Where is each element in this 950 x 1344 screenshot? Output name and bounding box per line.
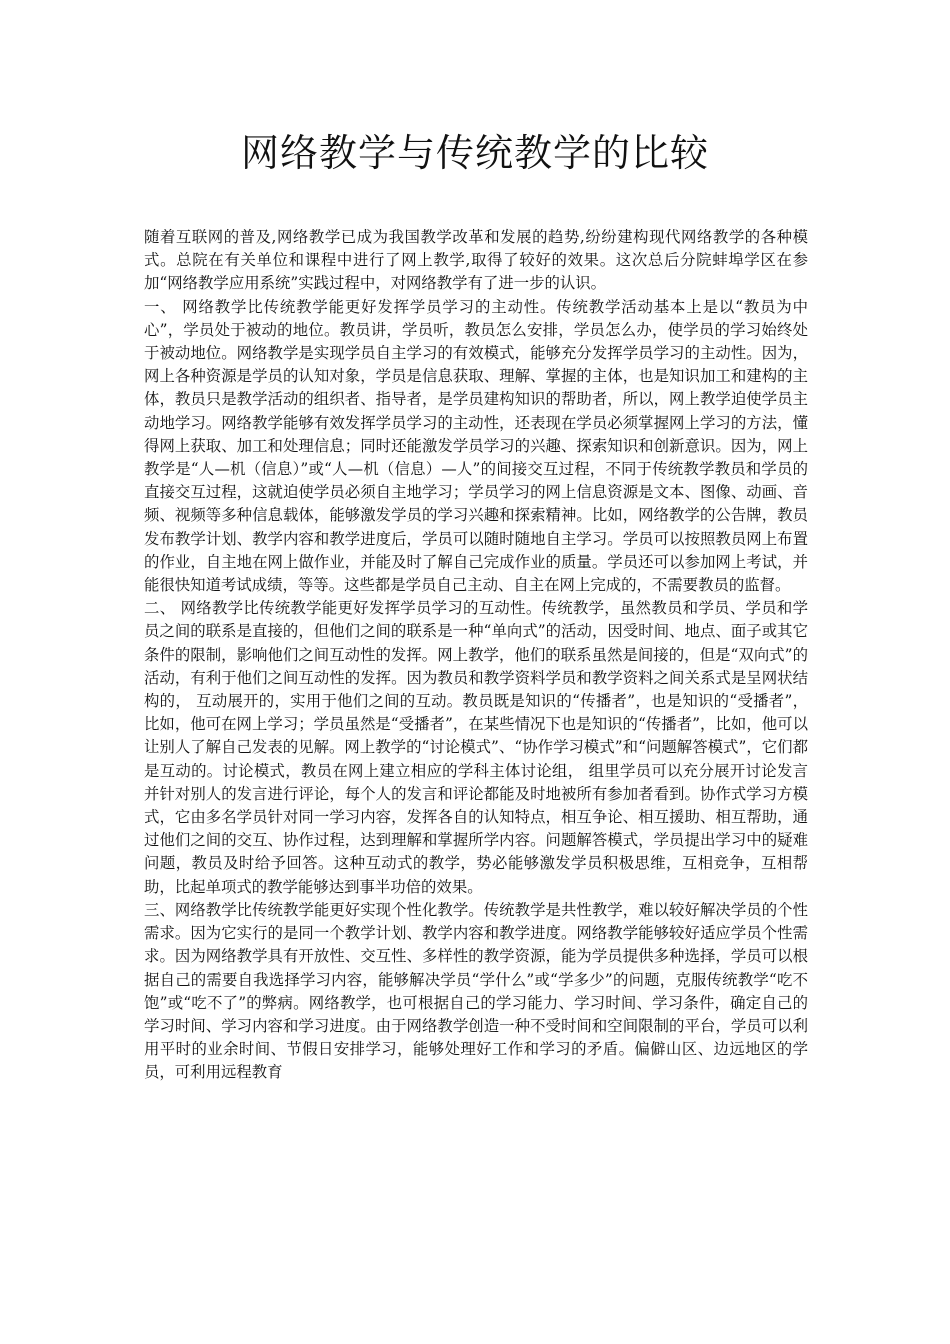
- paragraph-section-2: 二、 网络教学比传统教学能更好发挥学员学习的互动性。传统教学，虽然教员和学员、学员和学员之间的联系是直接的，但他们之间的联系是一种“单向式”的活动，因受时间、地点、面子或其它条件的限制，影响他们之间互动性的发挥。网上教学，他们的联系虽然是间接的，但是“双向式”的活动，有利于他们之间互动性的发挥。因为教员和教学资料学员和教学资料之间关系式是呈网状结构的， 互动展开的，实用于他们之间的互动。教员既是知识的“传播者”，也是知识的“受播者”，比如，他可在网上学习；学员虽然是“受播者”，在某些情况下也是知识的“传播者”，比如，他可以让别人了解自己发表的见解。网上教学的“讨论模式”、“协作学习模式”和“问题解答模式”，它们都是互动的。讨论模式，教员在网上建立相应的学科主体讨论组， 组里学员可以充分展开讨论发言并针对别人的发言进行评论，每个人的发言和评论都能及时地被所有参加者看到。协作式学习方模式，它由多名学员针对同一学习内容，发挥各自的认知特点，相互争论、相互援助、相互帮助，通过他们之间的交互、协作过程，达到理解和掌握所学内容。问题解答模式，学员提出学习中的疑难问题，教员及时给予回答。这种互动式的教学，势必能够激发学员积极思维，互相竞争，互相帮助，比起单项式的教学能够达到事半功倍的效果。: [144, 599, 808, 896]
- paragraph-section-3: 三、网络教学比传统教学能更好实现个性化教学。传统教学是共性教学，难以较好解决学员的个性需求。因为它实行的是同一个教学计划、教学内容和教学进度。网络教学能够较好适应学员个性需求。因为网络教学具有开放性、交互性、多样性的教学资源，能为学员提供多种选择，学员可以根据自己的需要自我选择学习内容，能够解决学员“学什么”或“学多少”的问题，克服传统教学“吃不饱”或“吃不了”的弊病。网络教学，也可根据自己的学习能力、学习时间、学习条件，确定自己的学习时间、学习内容和学习进度。由于网络教学创造一种不受时间和空间限制的平台，学员可以利用平时的业余时间、节假日安排学习，能够处理好工作和学习的矛盾。偏僻山区、边远地区的学员，可利用远程教育: [144, 900, 808, 1082]
- document-body: [144, 226, 808, 1085]
- document-title: 网络教学与传统教学的比较: [240, 131, 709, 175]
- paragraph-section-1: 一、 网络教学比传统教学能更好发挥学员学习的主动性。传统教学活动基本上是以“教员为中心”，学员处于被动的地位。教员讲，学员听，教员怎么安排，学员怎么办，使学员的学习始终处于被动地位。网络教学是实现学员自主学习的有效模式，能够充分发挥学员学习的主动性。因为，网上各种资源是学员的认知对象，学员是信息获取、理解、掌握的主体，也是知识加工和建构的主体，教员只是教学活动的组织者、指导者，是学员建构知识的帮助者，所以，网上教学迫使学员主动地学习。网络教学能够有效发挥学员学习的主动性，还表现在学员必须掌握网上学习的方法，懂得网上获取、加工和处理信息；同时还能激发学员学习的兴趣、探索知识和创新意识。因为，网上教学是“人—机（信息）”或“人—机（信息）—人”的间接交互过程，不同于传统教学教员和学员的直接交互过程，这就迫使学员必须自主地学习；学员学习的网上信息资源是文本、图像、动画、音频、视频等多种信息载体，能够激发学员的学习兴趣和探索精神。比如，网络教学的公告牌，教员发布教学计划、教学内容和教学进度后，学员可以随时随地自主学习。学员可以按照教员网上布置的作业，自主地在网上做作业，并能及时了解自己完成作业的质量。学员还可以参加网上考试，并能很快知道考试成绩，等等。这些都是学员自己主动、自主在网上完成的，不需要教员的监督。: [144, 297, 808, 595]
- paragraph-intro: 随着互联网的普及,网络教学已成为我国教学改革和发展的趋势,纷纷建构现代网络教学的各种模式。总院在有关单位和课程中进行了网上教学,取得了较好的效果。这次总后分院蚌埠学区在参加“网络教学应用系统”实践过程中，对网络教学有了进一步的认识。: [144, 228, 808, 293]
